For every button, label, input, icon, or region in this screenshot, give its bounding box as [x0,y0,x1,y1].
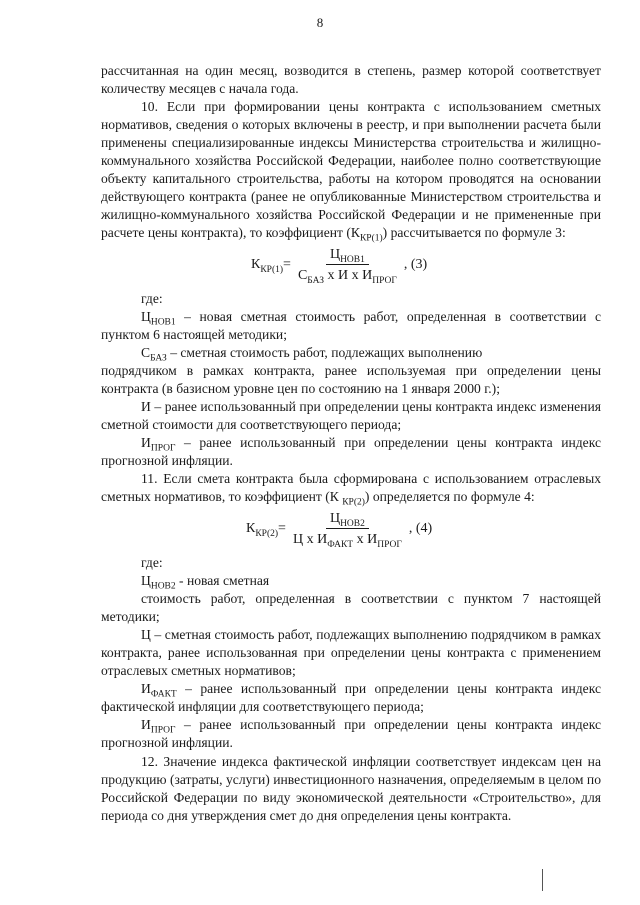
formula-4-numerator: $Ц_{НОВ2}$ [326,510,369,529]
definition-iprog: $И_{ПРОГ}$ – ранее использованный при определении цены контракта индекс прогнозной инфляции. [101,435,601,468]
formula-3-fraction [294,246,401,284]
definition-iprog-2: $И_{ПРОГ}$ – ранее использованный при определении цены контракта индекс прогнозной инфляции. [101,717,601,750]
formula-4-tag: , (4) [408,521,433,536]
formula-4-denominator: Ц x $И_{ФАКТ}$ x $И_{ПРОГ}$ [292,532,402,550]
definition-ifakt: $И_{ФАКТ}$ – ранее использованный при определении цены контракта индекс фактической инфляции для соответствующего периода; [101,681,601,714]
document-body [101,62,601,825]
formula-4-lhs: $К_{КР(2)}$ [246,521,279,539]
where-label-1: где: [141,291,163,306]
where-label-2: где: [141,555,163,570]
formula-4: $К_{КР(2)}$ = $\frac{Ц_{НОВ2}}{Ц x И_{ФАКТ} x И_{ПРОГ}}$ , (4) [246,511,433,550]
formula-4-fraction [289,510,406,548]
formula-3: $К_{КР(1)}$ = $\frac{Ц_{НОВ1}}{С_{БАЗ} x И x И_{ПРОГ}}$ , (3) [251,247,428,286]
paragraph-12: 12. Значение индекса фактической инфляции соответствует индексам цен на продукцию (затраты, услуги) инвестиционного назначения, определяемым в целом по Российской Федерации по виду экономической деятельности «Строительство», для периода со дня утверждения смет до дня определения цены контракта. [101,754,601,823]
formula-3-denominator: $С_{БАЗ}$ x И x $И_{ПРОГ}$ [297,268,397,286]
definition-cnov1: $Ц_{НОВ1}$ – новая сметная стоимость работ, определенная в соответствии с пунктом 6 настоящей методики; [101,309,601,342]
paragraph-10: 10. Если при формировании цены контракта с использованием сметных нормативов, сведения о которых включены в реестр, и при выполнении расчета были применены специализированные индексы Министерства строительства и жилищно-коммунального хозяйства Российской Федерации, наиболее полно соответствующие объекту капитального строительства, работы на котором проводятся на основании действующего контракта (ранее не опубликованные Министерством строительства и жилищно-коммунального хозяйства Российской Федерации и не примененные при расчете цены контракта), то коэффициент $(К_{КР(1)})$ рассчитывается по формуле 3: [101,99,601,244]
paragraph-continuation: рассчитанная на один месяц, возводится в степень, размер которой соответствует количеству месяцев с начала года. [101,63,601,96]
formula-3-lhs: $К_{КР(1)}$ [251,257,284,275]
paragraph-11: 11. Если смета контракта была сформирована с использованием отраслевых сметных нормативов, то коэффициент (К $_{КР(2)}$) определяется по формуле 4: [101,471,601,508]
scan-speck [542,869,543,891]
formula-3-tag: , (3) [403,257,428,272]
definition-cnov2-continued: стоимость работ, определенная в соответствии с пунктом 7 настоящей методики; [101,591,601,624]
definition-cbaz-continued: подрядчиком в рамках контракта, ранее используемая при определении цены контракта (в базисном уровне цен по состоянию на 1 января 2000 г.); [101,363,601,396]
definition-c: Ц – сметная стоимость работ, подлежащих выполнению подрядчиком в рамках контракта, ранее использованная при определении цены контракта с применением отраслевых сметных нормативов; [101,627,601,678]
definition-cbaz: $С_{БАЗ}$ – сметная стоимость работ, подлежащих выполнению [141,345,483,364]
definition-i: И – ранее использованный при определении цены контракта индекс изменения сметной стоимости для соответствующего периода; [101,399,601,432]
formula-3-numerator: $Ц_{НОВ1}$ [326,246,369,265]
definition-cnov2: $Ц_{НОВ2}$ - новая сметная [141,573,270,592]
page-number: 8 [316,15,324,30]
